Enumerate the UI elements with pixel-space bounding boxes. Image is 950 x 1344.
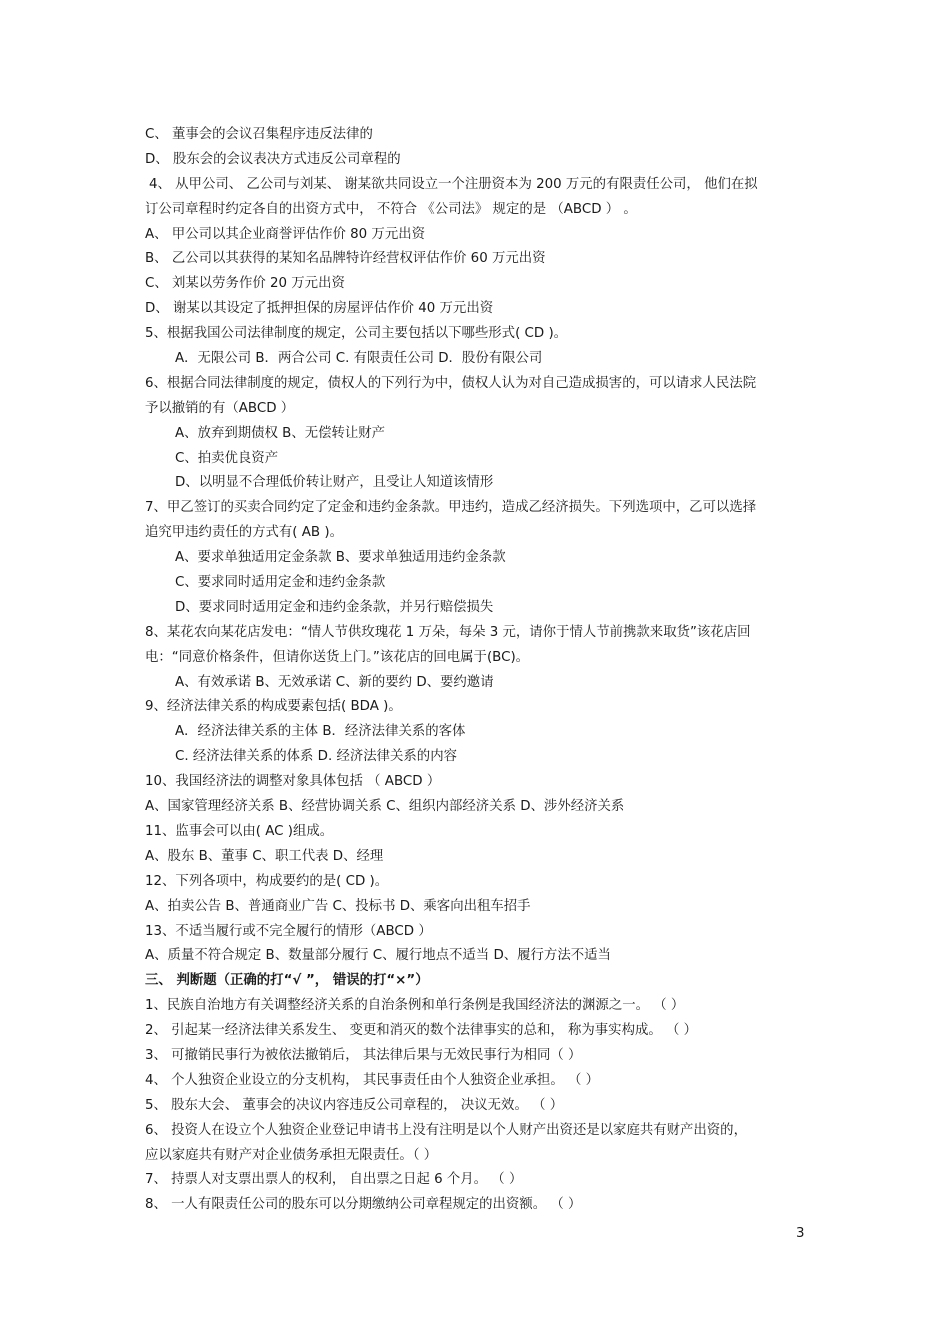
text-line: A、拍卖公告 B、普通商业广告 C、投标书 D、乘客向出租车招手 — [145, 898, 531, 914]
text-line: A、要求单独适用定金条款 B、要求单独适用违约金条款 — [175, 550, 506, 566]
text-line: 7、甲乙签订的买卖合同约定了定金和违约金条款。甲违约，造成乙经济损失。下列选项中，乙可以选择 — [145, 500, 757, 516]
text-line: A、国家管理经济关系 B、经营协调关系 C、组织内部经济关系 D、涉外经济关系 — [145, 799, 625, 815]
text-line: 6、根据合同法律制度的规定，债权人的下列行为中，债权人认为对自己造成损害的，可以请求人民法院 — [145, 375, 757, 391]
text-line: C、 董事会的会议召集程序违反法律的 — [145, 127, 373, 142]
text-line: D、 谢某以其设定了抵押担保的房屋评估作价 40 万元出资 — [145, 301, 494, 317]
text-line: D、 股东会的会议表决方式违反公司章程的 — [145, 151, 401, 167]
text-line: 5、 股东大会、 董事会的决议内容违反公司章程的， 决议无效。 （ ） — [145, 1097, 564, 1113]
text-line: 12、下列各项中，构成要约的是( CD )。 — [145, 873, 389, 889]
text-line: 4、 个人独资企业设立的分支机构， 其民事责任由个人独资企业承担。 （ ） — [145, 1072, 600, 1088]
text-line: A、有效承诺 B、无效承诺 C、新的要约 D、要约邀请 — [175, 674, 494, 690]
section-heading: 三、 判断题（正确的打“√ ”， 错误的打“×”） — [145, 973, 429, 989]
text-line: A．经济法律关系的主体 B．经济法律关系的客体 — [175, 724, 466, 740]
text-line: 13、不适当履行或不完全履行的情形（ABCD ） — [145, 923, 432, 939]
text-line: 8、 一人有限责任公司的股东可以分期缴纳公司章程规定的出资额。 （ ） — [145, 1197, 582, 1213]
text-line: 10、我国经济法的调整对象具体包括 （ ABCD ） — [145, 774, 441, 790]
text-line: 电：“同意价格条件，但请你送货上门。”该花店的回电属于(BC)。 — [145, 649, 530, 665]
text-line: 9、经济法律关系的构成要素包括( BDA )。 — [145, 699, 402, 715]
text-line: A、质量不符合规定 B、数量部分履行 C、履行地点不适当 D、履行方法不适当 — [145, 948, 611, 964]
text-line: 应以家庭共有财产对企业债务承担无限责任。（ ） — [145, 1147, 438, 1163]
text-line: 11、监事会可以由( AC )组成。 — [145, 823, 334, 839]
text-line: C、 刘某以劳务作价 20 万元出资 — [145, 276, 345, 292]
text-line: 予以撤销的有（ABCD ） — [145, 400, 295, 416]
text-line: 6、 投资人在设立个人独资企业登记申请书上没有注明是以个人财产出资还是以家庭共有财产出资的， — [145, 1122, 747, 1138]
document-body — [145, 123, 810, 1218]
text-line: 8、某花农向某花店发电：“情人节供玫瑰花 1 万朵，每朵 3 元，请你于情人节前携款来取货”该花店回 — [145, 624, 751, 640]
text-line: 7、 持票人对支票出票人的权利， 自出票之日起 6 个月。 （ ） — [145, 1172, 523, 1188]
text-line: D、以明显不合理低价转让财产，且受让人知道该情形 — [175, 475, 494, 491]
text-line: C、拍卖优良资产 — [175, 450, 279, 466]
text-line: 1、民族自治地方有关调整经济关系的自治条例和单行条例是我国经济法的渊源之一。 （ ） — [145, 998, 685, 1014]
text-line: B、 乙公司以其获得的某知名品牌特许经营权评估作价 60 万元出资 — [145, 251, 546, 267]
text-line: 追究甲违约责任的方式有( AB )。 — [145, 525, 343, 541]
text-line: C. 经济法律关系的体系 D. 经济法律关系的内容 — [175, 749, 457, 765]
page-number: 3 — [796, 1226, 805, 1241]
text-line: 2、 引起某一经济法律关系发生、 变更和消灭的数个法律事实的总和， 称为事实构成。 （ ） — [145, 1023, 698, 1039]
text-line: A．无限公司 B．两合公司 C. 有限责任公司 D．股份有限公司 — [175, 351, 543, 367]
text-line: A、 甲公司以其企业商誉评估作价 80 万元出资 — [145, 226, 425, 242]
text-line: A、放弃到期债权 B、无偿转让财产 — [175, 425, 386, 441]
text-line: 3、 可撤销民事行为被依法撤销后， 其法律后果与无效民事行为相同（ ） — [145, 1047, 582, 1063]
text-line: 4、 从甲公司、 乙公司与刘某、 谢某欲共同设立一个注册资本为 200 万元的有限责任公司， 他们在拟 — [149, 176, 758, 192]
text-line: 5、根据我国公司法律制度的规定，公司主要包括以下哪些形式( CD )。 — [145, 326, 568, 342]
text-line: C、要求同时适用定金和违约金条款 — [175, 575, 386, 591]
text-line: 订公司章程时约定各自的出资方式中， 不符合 《公司法》 规定的是 （ABCD ） 。 — [145, 201, 637, 217]
text-line: A、股东 B、董事 C、职工代表 D、经理 — [145, 848, 384, 864]
text-line: D、要求同时适用定金和违约金条款，并另行赔偿损失 — [175, 599, 494, 615]
